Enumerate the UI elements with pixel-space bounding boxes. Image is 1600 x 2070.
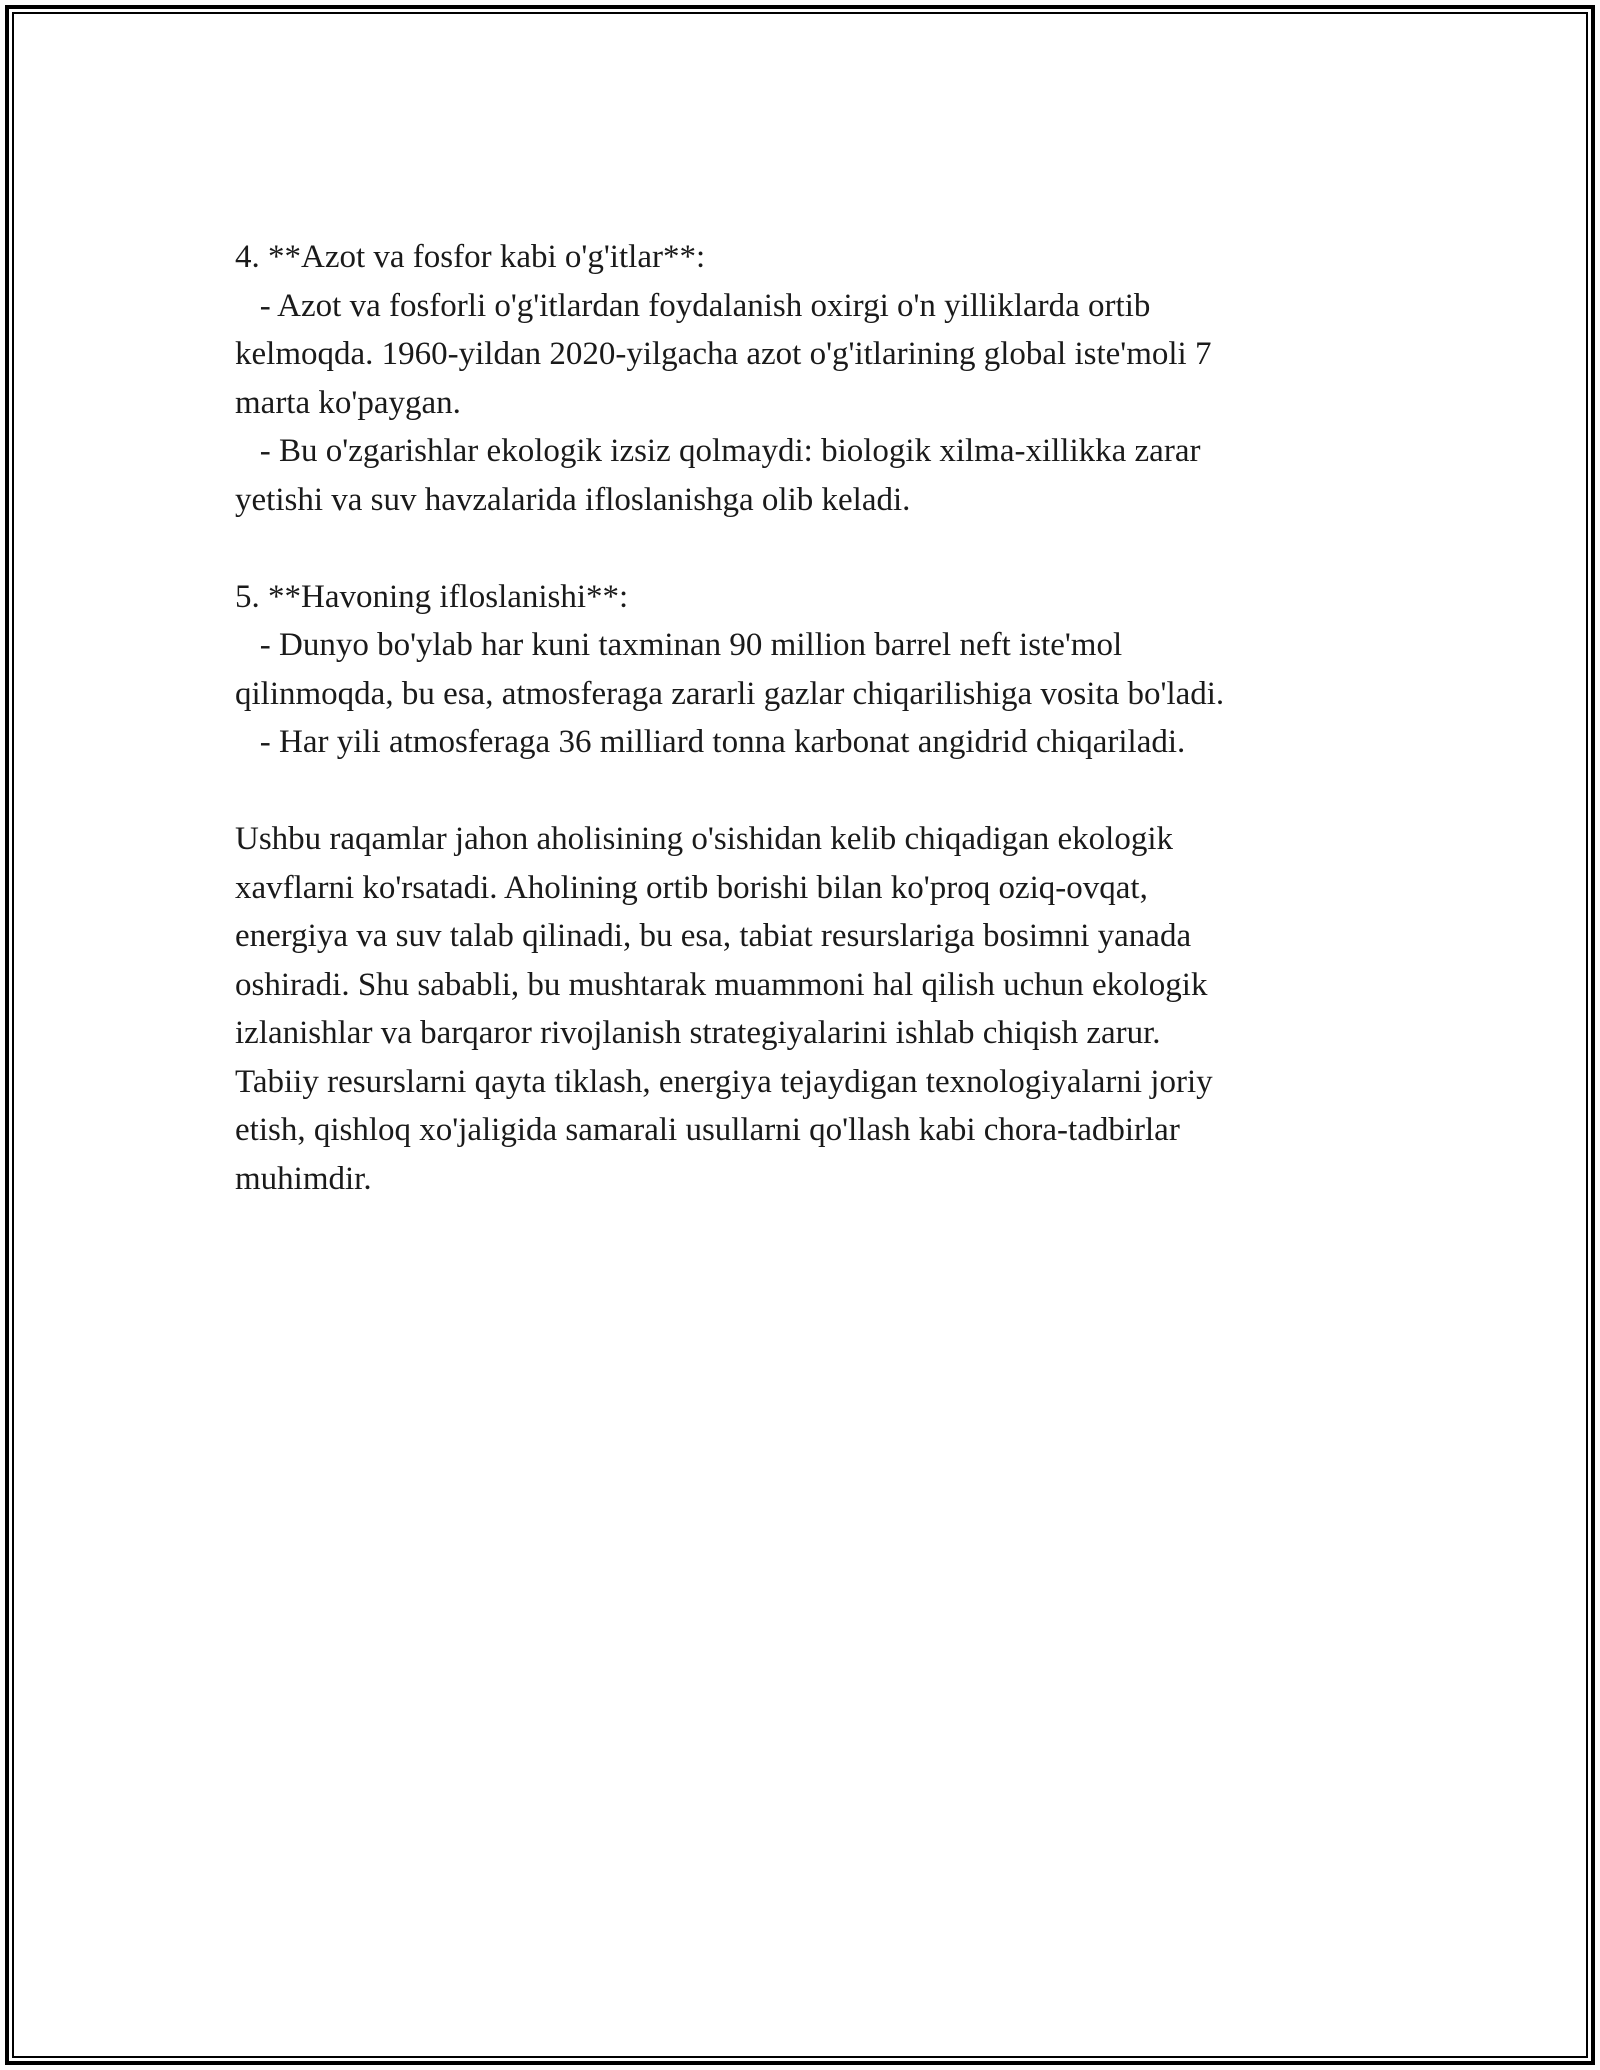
text-line: Ushbu raqamlar jahon aholisining o'sishidan kelib chiqadigan ekologik: [235, 821, 1174, 857]
section-air-pollution: [235, 573, 1375, 767]
text-line: - Har yili atmosferaga 36 milliard tonna karbonat angidrid chiqariladi.: [235, 724, 1186, 760]
text-line: - Azot va fosforli o'g'itlardan foydalanish oxirgi o'n yilliklarda ortib: [235, 287, 1151, 324]
text-line: energiya va suv talab qilinadi, bu esa, tabiat resurslariga bosimni yanada: [235, 918, 1192, 954]
text-line: yetishi va suv havzalarida ifloslanishga olib keladi.: [235, 481, 911, 518]
text-line: - Dunyo bo'ylab har kuni taxminan 90 million barrel neft iste'mol: [235, 627, 1123, 663]
document-body: [235, 233, 1375, 1203]
paragraph-spacer: [235, 767, 1375, 816]
section-heading: 5. **Havoning ifloslanishi**:: [235, 578, 629, 615]
conclusion-paragraph: [235, 815, 1375, 1203]
text-line: xavflarni ko'rsatadi. Aholining ortib borishi bilan ko'proq oziq-ovqat,: [235, 869, 1148, 906]
text-line: - Bu o'zgarishlar ekologik izsiz qolmaydi: biologik xilma-xillikka zarar: [235, 433, 1201, 469]
text-line: izlanishlar va barqaror rivojlanish strategiyalarini ishlab chiqish zarur.: [235, 1015, 1161, 1051]
text-line: etish, qishloq xo'jaligida samarali usullarni qo'llash kabi chora-tadbirlar: [235, 1112, 1180, 1148]
text-line: Tabiiy resurslarni qayta tiklash, energiya tejaydigan texnologiyalarni joriy: [235, 1063, 1213, 1100]
paragraph-spacer: [235, 524, 1375, 573]
text-line: oshiradi. Shu sababli, bu mushtarak muammoni hal qilish uchun ekologik: [235, 966, 1208, 1003]
text-line: marta ko'paygan.: [235, 384, 461, 421]
text-line: kelmoqda. 1960-yildan 2020-yilgacha azot o'g'itlarining global iste'moli 7: [235, 336, 1212, 372]
section-heading: 4. **Azot va fosfor kabi o'g'itlar**:: [235, 239, 706, 275]
text-line: muhimdir.: [235, 1160, 372, 1197]
section-fertilizers: [235, 233, 1375, 524]
text-line: qilinmoqda, bu esa, atmosferaga zararli gazlar chiqarilishiga vosita bo'ladi.: [235, 675, 1225, 712]
